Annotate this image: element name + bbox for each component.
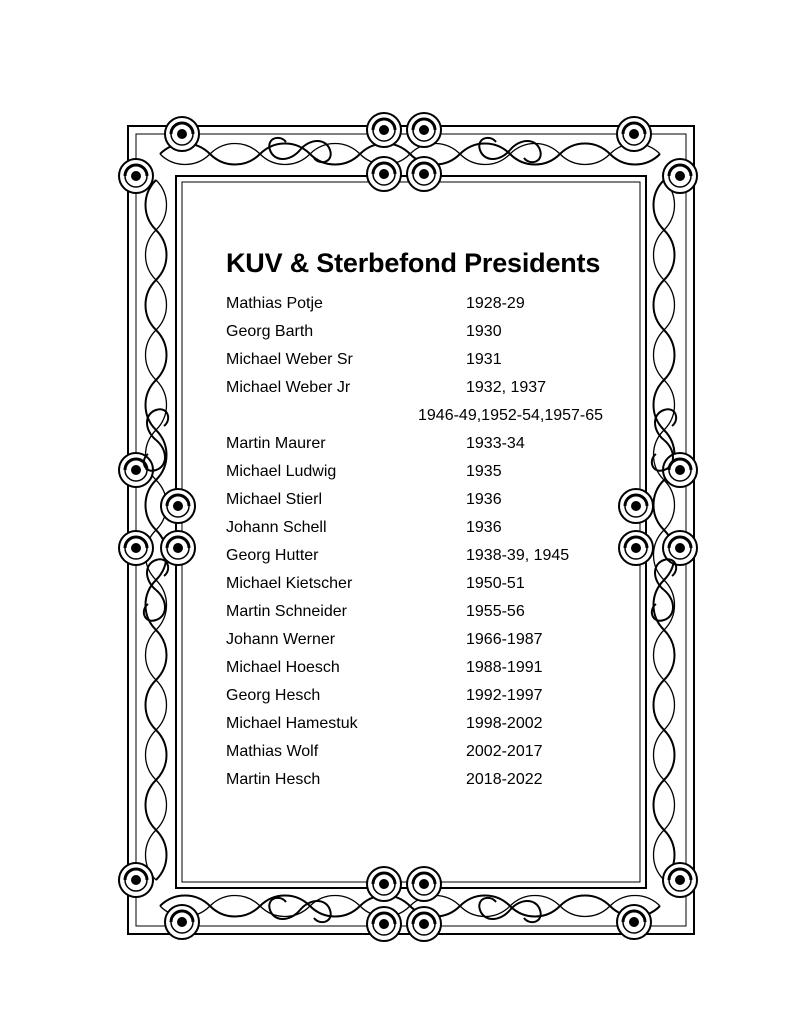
president-name: Johann Werner [226,631,336,648]
president-name: Martin Hesch [226,771,321,788]
term-years: 1950-51 [466,575,525,592]
list-item [226,430,626,458]
presidents-list [226,290,626,794]
list-item [226,542,626,570]
list-item [226,738,626,766]
term-years: 1936 [466,519,502,536]
term-years: 1992-1997 [466,687,543,704]
list-item [226,626,626,654]
president-name: Georg Hutter [226,547,319,564]
term-years: 2002-2017 [466,743,543,760]
list-item [226,570,626,598]
list-item [226,318,626,346]
president-name: Mathias Potje [226,295,323,312]
list-item [226,374,626,402]
president-name: Michael Hoesch [226,659,340,676]
term-years: 1930 [466,323,502,340]
list-item [226,682,626,710]
president-name: Michael Ludwig [226,463,337,480]
list-item [226,598,626,626]
president-name: Martin Maurer [226,435,326,452]
term-years: 1966-1987 [466,631,543,648]
term-years: 1935 [466,463,502,480]
term-years: 2018-2022 [466,771,543,788]
president-name: Martin Schneider [226,603,347,620]
term-years: 1936 [466,491,502,508]
term-years: 1933-34 [466,435,525,452]
list-item [226,766,626,794]
list-item [226,654,626,682]
term-years: 1988-1991 [466,659,543,676]
president-name: Georg Barth [226,323,314,340]
list-item [226,402,626,430]
term-years: 1946-49,1952-54,1957-65 [418,407,604,424]
presidents-list-section [226,246,626,794]
term-years: 1938-39, 1945 [466,547,570,564]
list-item [226,486,626,514]
list-item [226,290,626,318]
list-item [226,514,626,542]
term-years: 1932, 1937 [466,379,547,396]
list-item [226,710,626,738]
term-years: 1931 [466,351,502,368]
president-name: Michael Weber Sr [226,351,353,368]
president-name: Michael Weber Jr [226,379,351,396]
list-item [226,458,626,486]
term-years: 1955-56 [466,603,525,620]
president-name: Georg Hesch [226,687,321,704]
term-years: 1998-2002 [466,715,543,732]
list-item [226,346,626,374]
term-years: 1928-29 [466,295,525,312]
president-name: Johann Schell [226,519,327,536]
page-title: KUV & Sterbefond Presidents [226,248,601,278]
president-name: Michael Kietscher [226,575,353,592]
president-name: Michael Hamestuk [226,715,358,732]
president-name: Mathias Wolf [226,743,319,760]
president-name: Michael Stierl [226,491,323,508]
